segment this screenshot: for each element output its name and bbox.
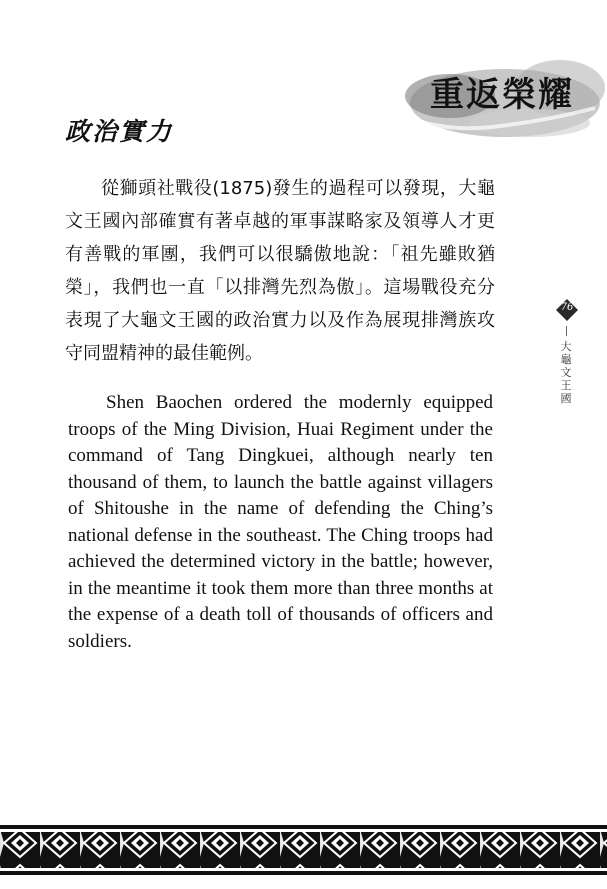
side-divider	[566, 326, 567, 336]
english-body	[68, 390, 493, 655]
chinese-body	[65, 172, 495, 370]
title-banner	[390, 48, 607, 143]
running-title: 大龜文王國	[560, 340, 572, 405]
banner-calligraphy: 重返榮耀	[430, 75, 574, 115]
english-paragraph: Shen Baochen ordered the modernly equipped troops of the Ming Division, Huai Regiment under the command of Tang Dingkuei, although nearly ten thousand of them, to launch the battle against villagers of Shitoushe in the name of defending the Ching’s national defense in the southeast. The Ching troops had achieved the determined victory in the battle; however, in the meantime it took them more than three months at the expense of a death toll of thousands of officers and soldiers.	[68, 392, 493, 652]
page-number: 76	[560, 302, 574, 313]
section-title: 政治實力	[65, 117, 174, 146]
decorative-footer-band	[0, 825, 607, 875]
chinese-paragraph: 從獅頭社戰役(1875)發生的過程可以發現，大龜文王國內部確實有著卓越的軍事謀略家及領導人才更有善戰的軍團，我們可以很驕傲地說：「祖先雖敗猶榮」，我們也一直「以排灣先烈為傲」。這場戰役充分表現了大龜文王國的政治實力以及作為展現排灣族攻守同盟精神的最佳範例。	[65, 178, 495, 364]
